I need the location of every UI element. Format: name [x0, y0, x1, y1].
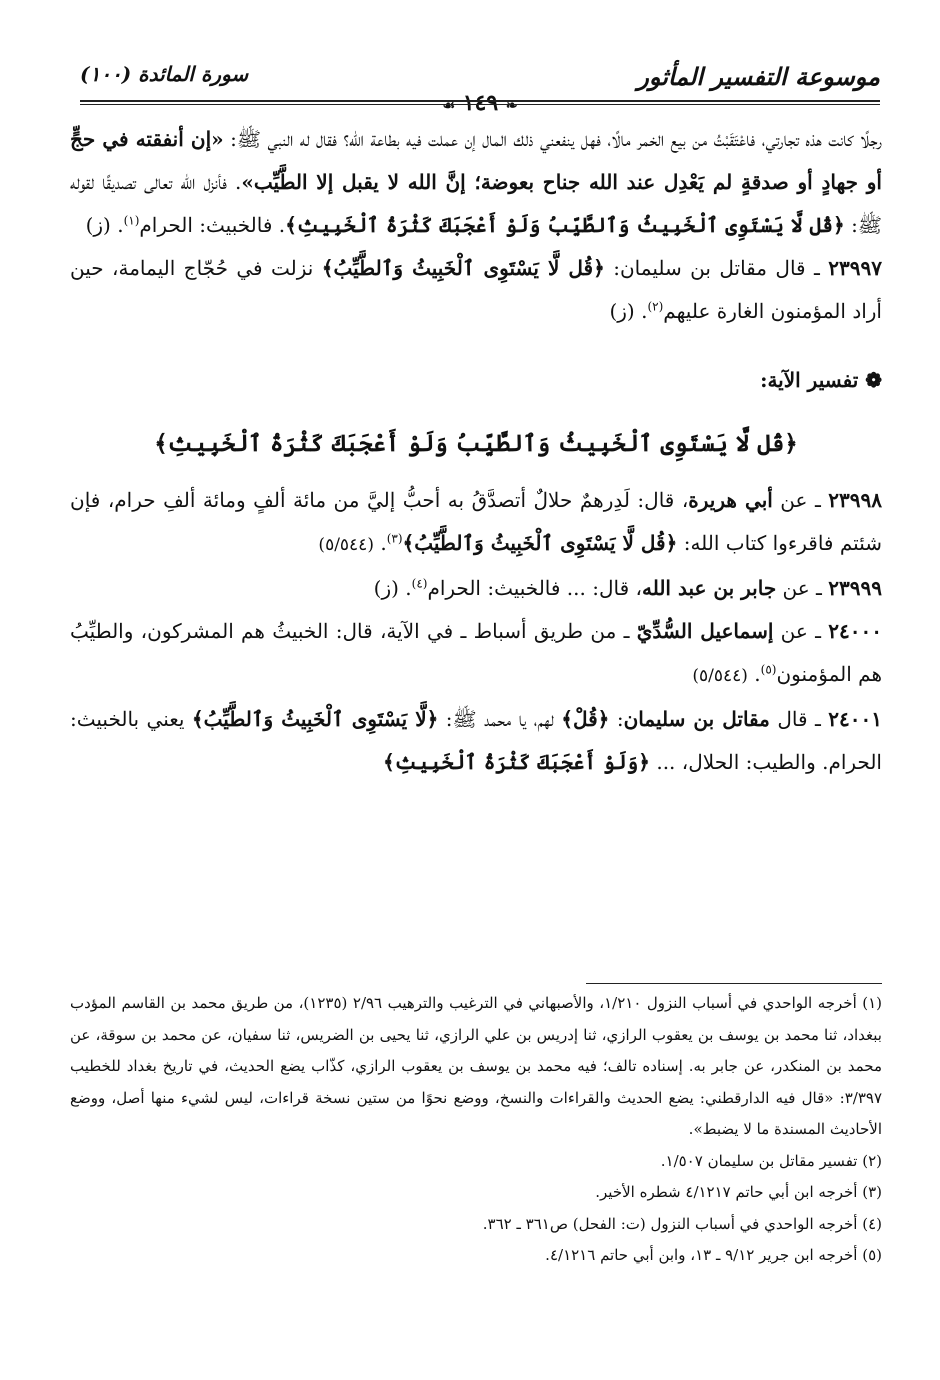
narration-23997 — [70, 247, 882, 333]
narration-number: ٢٣٩٩٧ — [828, 256, 882, 280]
text: ـ عن — [772, 488, 829, 512]
narration-number: ٢٣٩٩٩ — [828, 576, 882, 600]
text: : — [609, 707, 624, 731]
text: . (ز) — [85, 213, 124, 237]
text: ـ قال — [769, 707, 829, 731]
footnote-marker[interactable]: (٣) — [386, 531, 403, 546]
narration-23999 — [70, 567, 882, 610]
narrator-name: جابر بن عبد الله — [641, 576, 777, 600]
text: ـ عن — [776, 576, 829, 600]
narrator-name: مقاتل بن سليمان — [623, 707, 770, 731]
verse-banner: ﴿قُل لَّا يَسْتَوِى ٱلْخَبِيثُ وَٱلطَّيِّبُ وَلَوْ أَعْجَبَكَ كَثْرَةُ ٱلْخَبِيثِ﴾ — [154, 430, 798, 457]
ornament-icon: ☙ — [442, 98, 456, 114]
ornament-icon: ❧ — [505, 98, 518, 114]
footnote-marker[interactable]: (١) — [123, 213, 140, 228]
narration-24000 — [70, 610, 882, 698]
text: يعني بالخبيث: الحرام. والطيب: الحلال، ... — [70, 707, 882, 774]
text: نزلت في حُجّاج اليمامة، حين أراد المؤمنون الغارة عليهم — [70, 256, 882, 323]
text: . فأنزل الله تعالى تصديقًا لقوله ﷺ: — [70, 170, 882, 237]
volume-reference: (٥/٥٤٤) — [318, 535, 374, 555]
text: لهم، يا محمد ﷺ: — [438, 707, 562, 731]
surah-title: سورة المائدة (١٠٠) — [80, 62, 249, 86]
text: . — [747, 662, 761, 686]
narration-number: ٢٤٠٠١ — [828, 707, 882, 731]
narration-23998 — [70, 479, 882, 567]
page-number: ١٤٩ — [462, 90, 499, 116]
narrator-name: إسماعيل السُّدِّيّ — [636, 619, 774, 643]
section-heading — [70, 359, 882, 402]
running-header — [80, 58, 880, 116]
footnote-marker[interactable]: (٢) — [647, 299, 664, 314]
footnote-3: (٣) أخرجه ابن أبي حاتم ٤/١٢١٧ شطره الأخير. — [595, 1183, 882, 1201]
footnote-1: (١) أخرجه الواحدي في أسباب النزول ١/٢١٠، والأصبهاني في الترغيب والترهيب ٢/٩٦ (١٢٣٥)، من طريق محمد بن القاسم المؤدب ببغداد، ثنا محمد بن يوسف بن يعقوب الرازي، ثنا إدريس بن علي الرازي، ثنا يحيى بن الضريس، ثنا سفيان، عن محمد بن سوقة، عن محمد بن المنكدر، عن جابر به. إسناده تالف؛ فيه محمد بن يوسف بن يعقوب الرازي، كذّاب يضع الحديث، في تاريخ بغداد للخطيب ٣/٣٩٧: «قال فيه الدارقطني: يضع الحديث والقراءات والنسخ، ووضع نحوًا من ستين نسخة قراءات، ليس لشيء منها أصل، ووضع الأحاديث المسندة ما لا يضبط». — [70, 994, 883, 1138]
narrator-name: أبي هريرة — [688, 488, 773, 512]
text: رجلًا كانت هذه تجارتي، فاعْتَقَبْتُ من بيع الخمر مالًا، فهل ينفعني ذلك المال إن عملت فيه بطاعة الله؟ فقال له النبي ﷺ: — [223, 127, 882, 151]
page-number-box — [80, 90, 880, 116]
header-divider-thin — [80, 104, 880, 105]
narration-24001 — [70, 698, 882, 784]
text: ـ عن — [773, 619, 829, 643]
hadith-quote: «إن أنفقته في حجٍّ أو جهادٍ أو صدقةٍ لم يَعْدِل عند الله جناح بعوضة؛ إنَّ الله لا يقبل إلا الطَّيِّب» — [70, 127, 882, 194]
quran-verse: ﴿لَّا يَسْتَوِى ٱلْخَبِيثُ وَٱلطَّيِّبُ﴾ — [191, 707, 439, 731]
section-heading-text: تفسير الآية: — [760, 368, 859, 392]
text: ـ من طريق أسباط ـ في الآية، قال: الخبيثُ هم المشركون، والطيِّبُ هم المؤمنون — [70, 619, 882, 686]
footnote-marker[interactable]: (٤) — [411, 576, 428, 591]
volume-reference: (٥/٥٤٤) — [692, 666, 748, 686]
footnote-divider — [586, 983, 882, 984]
paragraph-continued — [70, 118, 882, 247]
footnote-4: (٤) أخرجه الواحدي في أسباب النزول (ت: الفحل) ص٣٦١ ـ ٣٦٢. — [482, 1214, 882, 1233]
narration-number: ٢٤٠٠٠ — [828, 619, 882, 643]
footnote-5: (٥) أخرجه ابن جرير ٩/١٢ ـ ١٣، وابن أبي حاتم ٤/١٢١٦. — [545, 1246, 882, 1264]
quran-verse: ﴿قُلْ﴾ — [561, 707, 610, 731]
quran-verse: ﴿وَلَوْ أَعْجَبَكَ كَثْرَةُ ٱلْخَبِيثِ﴾ — [383, 750, 650, 774]
footnote-2: (٢) تفسير مقاتل بن سليمان ١/٥٠٧. — [660, 1151, 882, 1170]
text: ، قال: لَدِرهمٌ حلالٌ أتصدَّقُ به أحبُّ إليَّ من مائة ألفٍ ومائة ألفِ حرام، فإن شئتم فاقرءوا كتاب الله: — [70, 488, 882, 555]
quran-verse: ﴿قُل لَّا يَسْتَوِى ٱلْخَبِيثُ وَٱلطَّيِّبُ﴾ — [402, 531, 678, 555]
quran-verse: ﴿قُل لَّا يَسْتَوِى ٱلْخَبِيثُ وَٱلطَّيِّبُ﴾ — [321, 256, 605, 280]
text: . فالخبيث: الحرام — [139, 213, 286, 237]
header-divider — [80, 100, 880, 102]
text: . (ز) — [609, 299, 648, 323]
quran-verse: ﴿قُل لَّا يَسْتَوِى ٱلْخَبِيثُ وَٱلطَّيِّبُ وَلَوْ أَعْجَبَكَ كَثْرَةُ ٱلْخَبِيثِ﴾ — [285, 213, 845, 237]
text: . (ز) — [373, 576, 412, 600]
text: ـ قال مقاتل بن سليمان: — [604, 256, 829, 280]
main-text — [70, 118, 882, 784]
text: ، قال: ... فالخبيث: الحرام — [427, 576, 642, 600]
footnotes — [70, 988, 882, 1272]
narration-number: ٢٣٩٩٨ — [828, 488, 882, 512]
book-title: موسوعة التفسير المأثور — [637, 62, 880, 91]
text: . — [373, 531, 387, 555]
footnote-marker[interactable]: (٥) — [760, 662, 777, 677]
flower-icon: ❁ — [865, 368, 882, 392]
